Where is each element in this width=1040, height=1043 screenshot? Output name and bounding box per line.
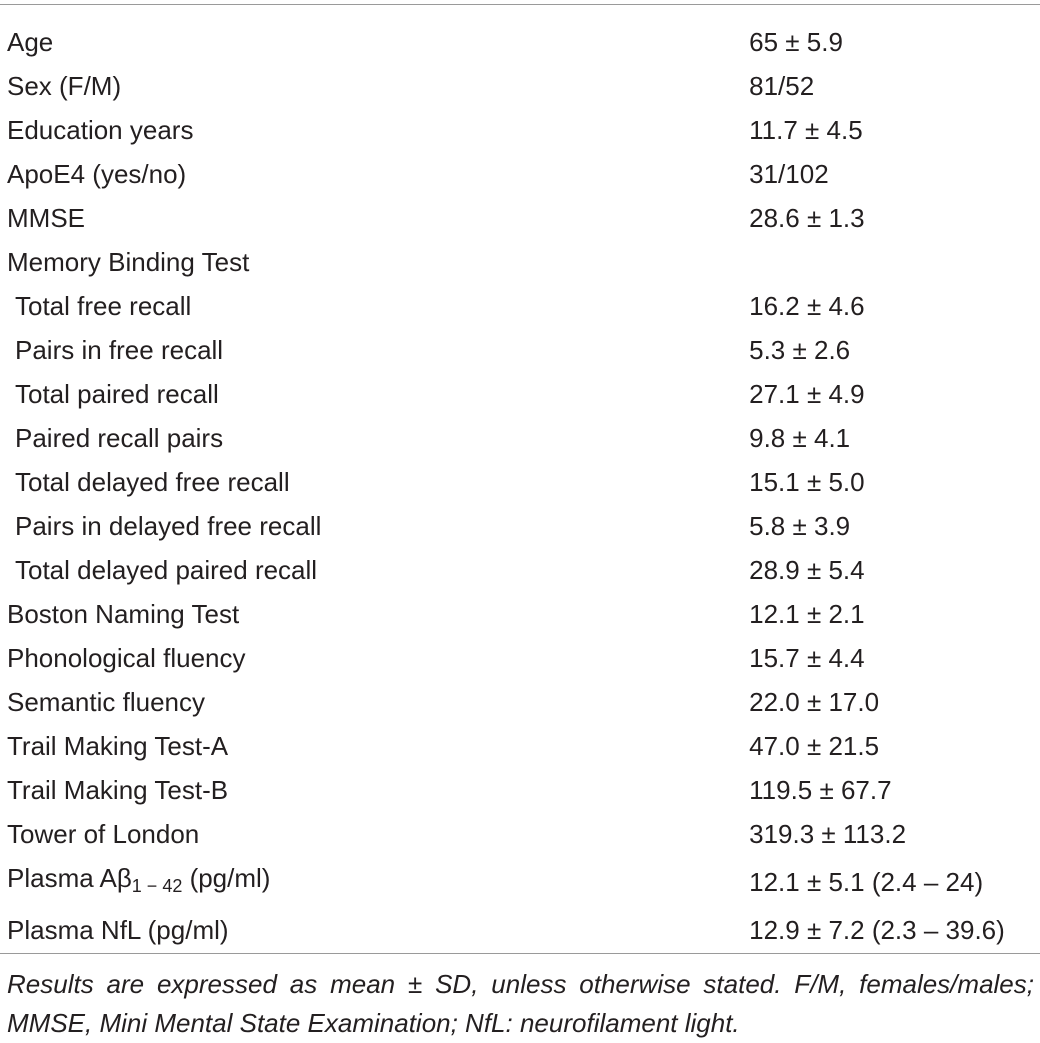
table-row <box>0 856 1040 908</box>
table-row <box>0 504 1040 548</box>
row-value: 16.2 ± 4.6 <box>749 291 865 321</box>
table-footnote: Results are expressed as mean ± SD, unless otherwise stated. F/M, females/males; MMSE, Mini Mental State Examination; NfL: neurofilament light. <box>7 969 1034 1038</box>
table-row <box>0 812 1040 856</box>
row-label: Age <box>7 27 54 57</box>
row-label-suffix: (pg/ml) <box>182 863 271 893</box>
table-row <box>0 768 1040 812</box>
table-row <box>0 328 1040 372</box>
row-value: 12.9 ± 7.2 (2.3 – 39.6) <box>749 915 1005 945</box>
row-value: 81/52 <box>749 71 815 101</box>
row-value: 5.3 ± 2.6 <box>749 335 851 365</box>
row-label: ApoE4 (yes/no) <box>7 159 187 189</box>
table-row <box>0 416 1040 460</box>
row-label: Total delayed paired recall <box>15 555 318 585</box>
row-label: Sex (F/M) <box>7 71 122 101</box>
row-label: Pairs in free recall <box>15 335 224 365</box>
row-value: 319.3 ± 113.2 <box>749 819 907 849</box>
row-value <box>749 240 1040 284</box>
row-label: Semantic fluency <box>7 687 205 717</box>
row-value: 28.6 ± 1.3 <box>749 203 865 233</box>
table-bottom-rule <box>0 953 1040 954</box>
row-value: 119.5 ± 67.7 <box>749 775 892 805</box>
row-value: 65 ± 5.9 <box>749 27 843 57</box>
row-value: 28.9 ± 5.4 <box>749 555 865 585</box>
table-row <box>0 152 1040 196</box>
row-label: Total paired recall <box>15 379 219 409</box>
row-label-main: Plasma Aβ <box>7 863 132 893</box>
row-label: Plasma NfL (pg/ml) <box>7 915 229 945</box>
table-row-section-header <box>0 240 1040 284</box>
row-label: Education years <box>7 115 194 145</box>
row-label: Boston Naming Test <box>7 599 240 629</box>
row-value: 31/102 <box>749 159 829 189</box>
row-label: Paired recall pairs <box>15 423 224 453</box>
row-label: Trail Making Test-B <box>7 775 229 805</box>
row-value: 12.1 ± 5.1 (2.4 – 24) <box>749 867 984 897</box>
table-row <box>0 592 1040 636</box>
row-value: 15.7 ± 4.4 <box>749 643 865 673</box>
row-value: 9.8 ± 4.1 <box>749 423 851 453</box>
characteristics-table <box>0 20 1040 952</box>
table-row <box>0 284 1040 328</box>
row-label: MMSE <box>7 203 85 233</box>
row-label: Tower of London <box>7 819 200 849</box>
row-label <box>0 856 749 908</box>
row-label: Phonological fluency <box>7 643 246 673</box>
row-label: Total free recall <box>15 291 192 321</box>
table-row <box>0 372 1040 416</box>
row-label: Total delayed free recall <box>15 467 290 497</box>
table-row <box>0 460 1040 504</box>
table-top-rule <box>0 4 1040 5</box>
row-value: 27.1 ± 4.9 <box>749 379 865 409</box>
row-value: 47.0 ± 21.5 <box>749 731 880 761</box>
table-row <box>0 196 1040 240</box>
section-label: Memory Binding Test <box>7 247 250 277</box>
row-label-subscript: 1 − 42 <box>131 876 183 896</box>
table-row <box>0 548 1040 592</box>
table-row <box>0 680 1040 724</box>
table-row <box>0 64 1040 108</box>
table-row <box>0 636 1040 680</box>
row-value: 22.0 ± 17.0 <box>749 687 880 717</box>
row-value: 15.1 ± 5.0 <box>749 467 865 497</box>
table-row <box>0 724 1040 768</box>
row-value: 12.1 ± 2.1 <box>749 599 865 629</box>
table-row <box>0 908 1040 952</box>
row-value: 5.8 ± 3.9 <box>749 511 851 541</box>
table-row <box>0 20 1040 64</box>
row-label: Trail Making Test-A <box>7 731 229 761</box>
table-row <box>0 108 1040 152</box>
row-label: Pairs in delayed free recall <box>15 511 322 541</box>
row-value: 11.7 ± 4.5 <box>749 115 863 145</box>
